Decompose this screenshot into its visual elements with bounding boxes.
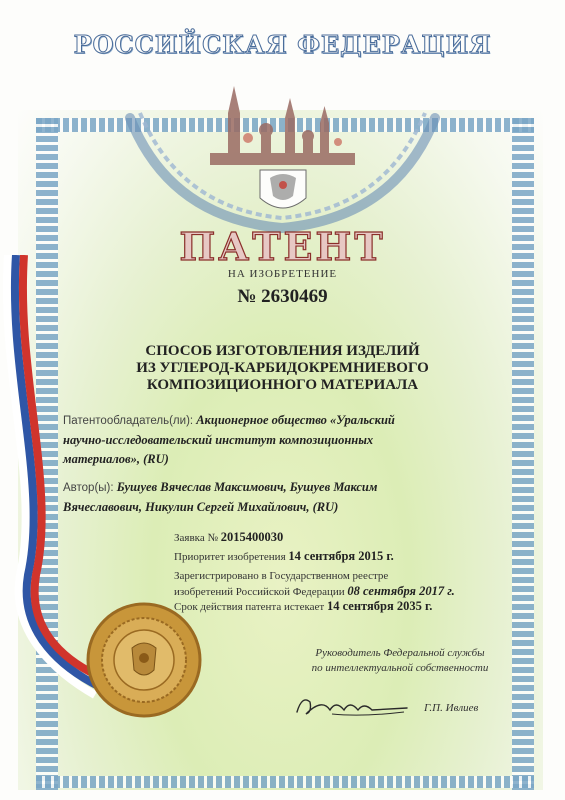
expiry-label: Срок действия патента истекает <box>174 601 325 613</box>
registration-text: изобретений Российской Федерации <box>174 586 345 598</box>
expiry-date: 14 сентября 2035 г. <box>326 599 433 613</box>
authors-value: Бушуев Вячеслав Максимович, Бушуев Максим <box>116 480 378 494</box>
invention-title-line: ИЗ УГЛЕРОД-КАРБИДОКРЕМНИЕВОГО <box>136 360 429 376</box>
signatory-position <box>280 646 520 676</box>
document-subtitle: НА ИЗОБРЕТЕНИЕ <box>227 268 338 280</box>
authors-label: Автор(ы): <box>63 482 114 494</box>
application-number: 2015400030 <box>220 530 284 544</box>
official-seal-icon <box>84 600 204 720</box>
patent-holder-value: научно-исследовательский институт композиционных <box>63 433 374 447</box>
invention-title-line: КОМПОЗИЦИОННОГО МАТЕРИАЛА <box>146 377 419 393</box>
authors-block <box>63 478 483 517</box>
patent-holder-value: материалов», (RU) <box>63 452 169 466</box>
registration-text: Зарегистрировано в Государственном реестре <box>174 570 389 582</box>
document-type-title: ПАТЕНТ <box>179 224 386 269</box>
patent-holder-label: Патентообладатель(ли): <box>63 415 194 427</box>
signatory-position-line: по интеллектуальной собственности <box>311 662 489 674</box>
registration-date: 08 сентября 2017 г. <box>347 584 455 598</box>
expiry-row <box>174 599 519 615</box>
application-number-row <box>174 530 519 546</box>
invention-title-line: СПОСОБ ИЗГОТОВЛЕНИЯ ИЗДЕЛИЙ <box>145 343 420 359</box>
country-heading: РОССИЙСКАЯ ФЕДЕРАЦИЯ <box>73 30 492 59</box>
patent-holder-block <box>63 411 483 469</box>
ornamental-border-right <box>512 118 534 790</box>
kremlin-emblem-icon <box>110 58 455 238</box>
priority-row <box>174 549 519 565</box>
signatory-name: Г.П. Ивлиев <box>424 702 479 714</box>
registration-row <box>174 569 519 600</box>
application-label: Заявка № <box>174 532 218 544</box>
ornamental-border-bottom <box>36 776 534 788</box>
invention-title <box>60 343 505 394</box>
authors-value: Вячеславович, Никулин Сергей Михайлович, (RU) <box>63 500 339 514</box>
signatory-position-line: Руководитель Федеральной службы <box>315 647 485 659</box>
patent-holder-value: Акционерное общество «Уральский <box>196 413 395 427</box>
handwritten-signature <box>292 690 412 720</box>
priority-label: Приоритет изобретения <box>174 551 286 563</box>
patent-number: № 2630469 <box>237 286 328 307</box>
priority-date: 14 сентября 2015 г. <box>288 549 394 563</box>
